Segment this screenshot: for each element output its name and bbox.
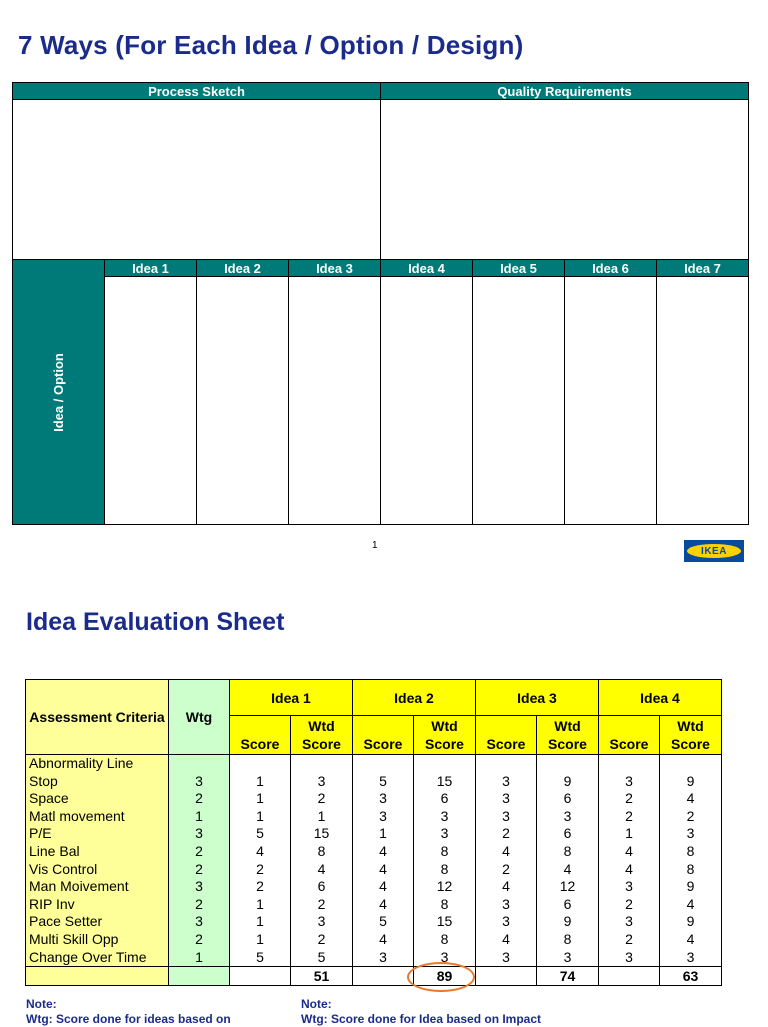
wtd-score-value: 8	[440, 842, 449, 859]
idea-header-5: Idea 5	[472, 259, 565, 277]
weight-value: 3	[195, 913, 203, 930]
idea2-score-list	[353, 755, 414, 967]
weight-value: 3	[195, 772, 203, 789]
criteria-list	[26, 755, 169, 967]
score-value: 1	[379, 825, 387, 842]
idea1-wtd-list	[291, 755, 353, 967]
score-value: 1	[256, 913, 264, 930]
wtd-score-value: 1	[317, 807, 326, 824]
score-value: 3	[625, 772, 633, 789]
note-left-text: Wtg: Score done for ideas based on	[26, 1012, 231, 1026]
criteria-header: Assessment Criteria	[26, 680, 169, 755]
score-value: 3	[625, 878, 633, 895]
criteria-item: Matl movement	[29, 807, 125, 824]
wtd-score-value: 3	[686, 825, 695, 842]
score-header: Score	[230, 716, 291, 755]
score-value: 2	[502, 860, 510, 877]
score-value: 3	[502, 948, 510, 965]
idea2-total: 89	[414, 967, 476, 986]
score-value: 2	[502, 825, 510, 842]
score-header: Score	[599, 716, 660, 755]
wtd-score-value: 12	[436, 878, 453, 895]
score-value: 1	[256, 790, 264, 807]
wtd-score-value: 3	[317, 772, 326, 789]
wtd-score-value: 8	[686, 842, 695, 859]
score-value: 1	[256, 895, 264, 912]
quality-requirements-header: Quality Requirements	[380, 82, 749, 100]
wtd-score-value: 4	[563, 860, 572, 877]
wtd-score-value: 9	[563, 913, 572, 930]
weight-list	[169, 755, 230, 967]
wtd-score-value: 6	[563, 895, 572, 912]
wtd-score-value: 9	[686, 772, 695, 789]
score-value: 3	[502, 790, 510, 807]
score-value: 5	[379, 913, 387, 930]
criteria-item: Multi Skill Opp	[29, 930, 119, 947]
criteria-item: Pace Setter	[29, 913, 103, 930]
wtd-score-value: 8	[317, 842, 326, 859]
total-wtg-cell	[169, 967, 230, 986]
idea4-header: Idea 4	[599, 680, 722, 716]
wtd-score-value: 2	[686, 807, 695, 824]
wtd-score-value: 4	[317, 860, 326, 877]
idea3-total-blank	[476, 967, 537, 986]
idea1-header: Idea 1	[230, 680, 353, 716]
wtd-score-value: 6	[563, 825, 572, 842]
note-left	[26, 997, 231, 1027]
score-value: 1	[256, 807, 264, 824]
page-number: 1	[372, 540, 378, 551]
idea4-total: 63	[660, 967, 722, 986]
slide1-title: 7 Ways (For Each Idea / Option / Design)	[18, 30, 524, 60]
idea4-total-blank	[599, 967, 660, 986]
score-value: 3	[379, 807, 387, 824]
idea2-total-blank	[353, 967, 414, 986]
wtd-score-value: 12	[559, 878, 576, 895]
score-value: 3	[502, 895, 510, 912]
score-value: 3	[379, 948, 387, 965]
idea4-wtd-list	[660, 755, 722, 967]
wtd-score-value: 4	[686, 790, 695, 807]
criteria-item: Space	[29, 790, 69, 807]
score-value: 3	[379, 790, 387, 807]
score-value: 4	[625, 842, 633, 859]
ikea-logo	[684, 540, 744, 562]
idea3-score-list	[476, 755, 537, 967]
idea-column-6	[564, 276, 657, 525]
wtd-score-value: 15	[436, 913, 453, 930]
score-value: 4	[379, 878, 387, 895]
wtd-score-value	[537, 755, 598, 773]
idea-header-1: Idea 1	[104, 259, 197, 277]
idea-column-7	[656, 276, 749, 525]
total-label-cell	[26, 967, 169, 986]
score-value: 3	[502, 913, 510, 930]
criteria-item: Change Over Time	[29, 948, 147, 965]
weight-value: 2	[195, 790, 203, 807]
score-value: 5	[256, 825, 264, 842]
weight-value: 1	[195, 807, 203, 824]
idea2-header: Idea 2	[353, 680, 476, 716]
score-value	[353, 755, 413, 773]
score-value	[476, 755, 536, 773]
score-value: 3	[502, 807, 510, 824]
score-header: Score	[353, 716, 414, 755]
score-value: 2	[625, 807, 633, 824]
score-value: 3	[625, 913, 633, 930]
idea3-wtd-list	[537, 755, 599, 967]
ikea-logo-text: IKEA	[701, 545, 727, 557]
idea1-score-list	[230, 755, 291, 967]
idea3-total: 74	[537, 967, 599, 986]
wtd-score-value: 2	[317, 930, 326, 947]
idea-header-6: Idea 6	[564, 259, 657, 277]
weight-value: 2	[195, 842, 203, 859]
idea-option-label-text: Idea / Option	[50, 352, 66, 432]
score-value: 4	[256, 842, 264, 859]
score-value: 5	[379, 772, 387, 789]
idea-option-side-label	[12, 259, 105, 525]
wtd-score-value: 3	[440, 825, 449, 842]
score-value: 4	[379, 930, 387, 947]
criteria-item: Abnormality Line	[29, 755, 134, 771]
criteria-item: Line Bal	[29, 842, 80, 859]
score-value: 3	[502, 772, 510, 789]
process-sketch-header: Process Sketch	[12, 82, 381, 100]
idea1-total-blank	[230, 967, 291, 986]
wtd-score-value: 3	[686, 948, 695, 965]
wtd-score-value: 6	[317, 878, 326, 895]
weight-value: 2	[195, 930, 203, 947]
wtd-score-value	[414, 755, 475, 773]
wtd-score-value	[660, 755, 721, 773]
weight-value	[169, 755, 229, 773]
wtd-score-value: 2	[317, 895, 326, 912]
slide2-title: Idea Evaluation Sheet	[26, 608, 285, 636]
score-value: 4	[379, 842, 387, 859]
score-value: 2	[256, 878, 264, 895]
wtd-score-value: 15	[436, 772, 453, 789]
weight-value: 1	[195, 948, 203, 965]
weight-value: 3	[195, 825, 203, 842]
score-header: Score	[476, 716, 537, 755]
weight-value: 2	[195, 860, 203, 877]
wtd-score-value: 2	[317, 790, 326, 807]
process-sketch-area	[12, 99, 381, 260]
score-value: 4	[379, 860, 387, 877]
score-value: 1	[625, 825, 633, 842]
idea-column-2	[196, 276, 289, 525]
wtd-score-value: 15	[313, 825, 330, 842]
score-value	[599, 755, 659, 773]
evaluation-table	[25, 679, 722, 986]
score-value: 1	[256, 930, 264, 947]
wtg-header: Wtg	[169, 680, 230, 755]
wtd-score-header: Wtd Score	[414, 716, 476, 755]
weight-value: 2	[195, 895, 203, 912]
wtd-score-value: 3	[440, 807, 449, 824]
criteria-item: Man Moivement	[29, 878, 129, 895]
note-right	[301, 997, 541, 1027]
score-value: 3	[625, 948, 633, 965]
idea-header-7: Idea 7	[656, 259, 749, 277]
wtd-score-header: Wtd Score	[537, 716, 599, 755]
idea-header-2: Idea 2	[196, 259, 289, 277]
idea-column-1	[104, 276, 197, 525]
weight-value: 3	[195, 878, 203, 895]
wtd-score-value: 6	[440, 790, 449, 807]
score-value: 2	[625, 895, 633, 912]
wtd-score-value: 5	[317, 948, 326, 965]
score-value: 4	[379, 895, 387, 912]
idea-header-3: Idea 3	[288, 259, 381, 277]
idea-header-4: Idea 4	[380, 259, 473, 277]
wtd-score-value: 8	[440, 895, 449, 912]
wtd-score-value: 6	[563, 790, 572, 807]
score-value: 4	[502, 842, 510, 859]
wtd-score-value: 3	[563, 807, 572, 824]
wtd-score-value: 3	[440, 948, 449, 965]
idea-column-3	[288, 276, 381, 525]
score-value: 2	[625, 790, 633, 807]
score-value: 4	[502, 878, 510, 895]
score-value: 2	[625, 930, 633, 947]
score-value: 5	[256, 948, 264, 965]
score-value: 4	[625, 860, 633, 877]
criteria-item: Stop	[29, 772, 58, 789]
note-right-title: Note:	[301, 997, 332, 1011]
idea-column-4	[380, 276, 473, 525]
quality-requirements-area	[380, 99, 749, 260]
wtd-score-value: 9	[563, 772, 572, 789]
wtd-score-value: 8	[440, 930, 449, 947]
idea-column-5	[472, 276, 565, 525]
criteria-item: RIP Inv	[29, 895, 75, 912]
wtd-score-value: 8	[563, 930, 572, 947]
idea1-total: 51	[291, 967, 353, 986]
idea3-header: Idea 3	[476, 680, 599, 716]
note-left-title: Note:	[26, 997, 57, 1011]
wtd-score-value: 3	[563, 948, 572, 965]
wtd-score-value	[291, 755, 352, 773]
idea2-wtd-list	[414, 755, 476, 967]
wtd-score-value: 8	[686, 860, 695, 877]
highlight-circle	[407, 962, 475, 992]
score-value: 2	[256, 860, 264, 877]
wtd-score-value: 9	[686, 878, 695, 895]
wtd-score-header: Wtd Score	[660, 716, 722, 755]
wtd-score-value: 3	[317, 913, 326, 930]
wtd-score-value: 8	[440, 860, 449, 877]
note-right-text: Wtg: Score done for Idea based on Impact	[301, 1012, 542, 1026]
wtd-score-value: 9	[686, 913, 695, 930]
criteria-item: Vis Control	[29, 860, 98, 877]
score-value	[230, 755, 290, 773]
score-value: 4	[502, 930, 510, 947]
wtd-score-value: 4	[686, 895, 695, 912]
wtd-score-value: 4	[686, 930, 695, 947]
criteria-item: P/E	[29, 825, 52, 842]
score-value: 1	[256, 772, 264, 789]
wtd-score-header: Wtd Score	[291, 716, 353, 755]
idea4-score-list	[599, 755, 660, 967]
wtd-score-value: 8	[563, 842, 572, 859]
